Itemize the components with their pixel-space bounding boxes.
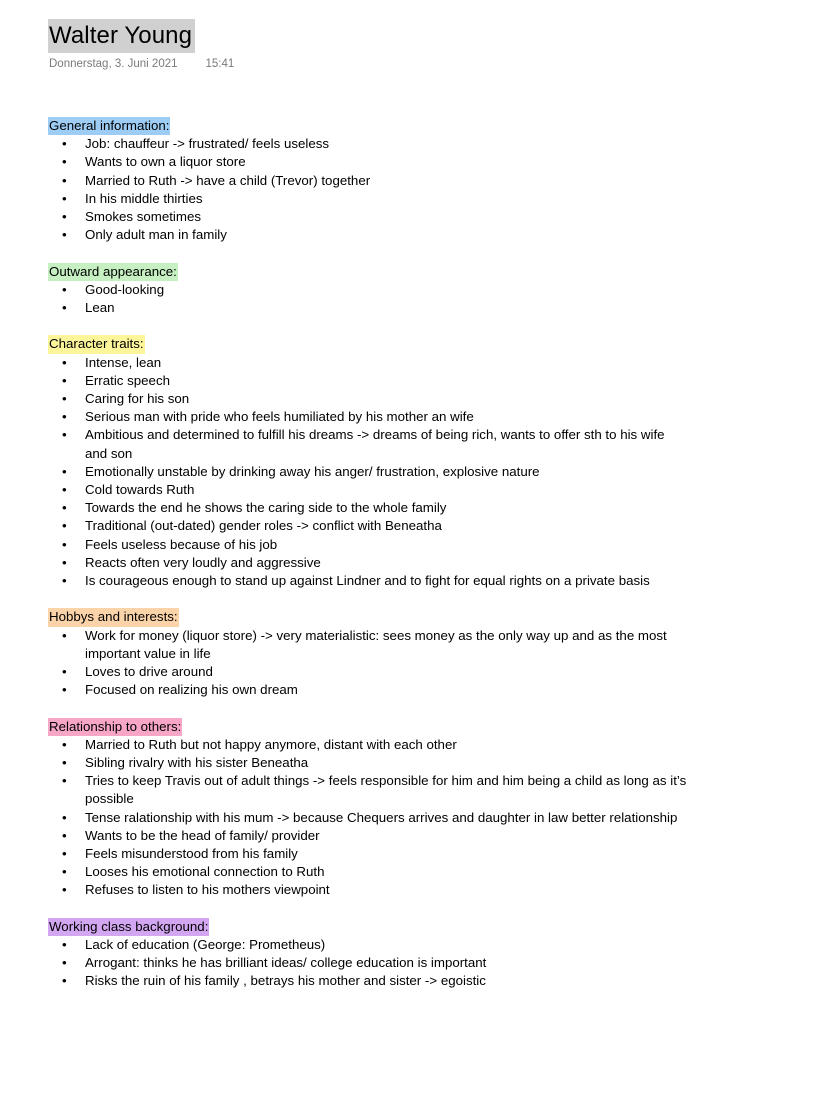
list-item: • Risks the ruin of his family , betrays his mother and sister -> egoistic — [48, 972, 688, 990]
list-item: • Is courageous enough to stand up against Lindner and to fight for equal rights on a private basis — [48, 572, 688, 590]
section-heading: Outward appearance: — [48, 263, 178, 281]
list-item: • Feels misunderstood from his family — [48, 845, 688, 863]
list-item: • Only adult man in family — [48, 226, 688, 244]
list-item: • Married to Ruth but not happy anymore, distant with each other — [48, 736, 688, 754]
note-time: 15:41 — [205, 58, 235, 70]
note-timestamp — [49, 57, 234, 71]
bullet-list — [48, 354, 688, 591]
list-item: • In his middle thirties — [48, 190, 688, 208]
list-item: • Lean — [48, 299, 688, 317]
list-item: • Job: chauffeur -> frustrated/ feels useless — [48, 135, 688, 153]
list-item: • Erratic speech — [48, 372, 688, 390]
section-general-information — [48, 117, 688, 244]
section-hobbys-and-interests — [48, 608, 688, 699]
list-item: • Loves to drive around — [48, 663, 688, 681]
note-content[interactable] — [48, 117, 688, 1009]
bullet-list — [48, 736, 688, 900]
section-character-traits — [48, 335, 688, 590]
list-item: • Smokes sometimes — [48, 208, 688, 226]
list-item: • Emotionally unstable by drinking away his anger/ frustration, explosive nature — [48, 463, 688, 481]
list-item: • Sibling rivalry with his sister Beneatha — [48, 754, 688, 772]
note-title[interactable]: Walter Young — [48, 19, 195, 53]
list-item: • Lack of education (George: Prometheus) — [48, 936, 688, 954]
section-working-class-background — [48, 918, 688, 991]
bullet-list — [48, 627, 688, 700]
list-item: • Tries to keep Travis out of adult things -> feels responsible for him and him being a child as long as it’s possible — [48, 772, 688, 808]
bullet-list — [48, 936, 688, 991]
list-item: • Traditional (out-dated) gender roles -> conflict with Beneatha — [48, 517, 688, 535]
list-item: • Arrogant: thinks he has brilliant ideas/ college education is important — [48, 954, 688, 972]
section-heading: General information: — [48, 117, 170, 135]
list-item: • Intense, lean — [48, 354, 688, 372]
section-heading: Hobbys and interests: — [48, 608, 179, 626]
list-item: • Reacts often very loudly and aggressive — [48, 554, 688, 572]
list-item: • Cold towards Ruth — [48, 481, 688, 499]
list-item: • Work for money (liquor store) -> very materialistic: sees money as the only way up and as the most important value in life — [48, 627, 688, 663]
note-date: Donnerstag, 3. Juni 2021 — [49, 58, 178, 70]
list-item: • Focused on realizing his own dream — [48, 681, 688, 699]
list-item: • Looses his emotional connection to Ruth — [48, 863, 688, 881]
list-item: • Towards the end he shows the caring side to the whole family — [48, 499, 688, 517]
list-item: • Serious man with pride who feels humiliated by his mother an wife — [48, 408, 688, 426]
bullet-list — [48, 281, 688, 317]
list-item: • Wants to own a liquor store — [48, 153, 688, 171]
section-heading: Relationship to others: — [48, 718, 182, 736]
section-outward-appearance — [48, 263, 688, 318]
list-item: • Caring for his son — [48, 390, 688, 408]
section-relationship-to-others — [48, 718, 688, 900]
list-item: • Ambitious and determined to fulfill his dreams -> dreams of being rich, wants to offer sth to his wife and son — [48, 426, 688, 462]
list-item: • Married to Ruth -> have a child (Trevor) together — [48, 172, 688, 190]
bullet-list — [48, 135, 688, 244]
list-item: • Tense ralationship with his mum -> because Chequers arrives and daughter in law better relationship — [48, 809, 688, 827]
list-item: • Good-looking — [48, 281, 688, 299]
section-heading: Character traits: — [48, 335, 145, 353]
list-item: • Feels useless because of his job — [48, 536, 688, 554]
list-item: • Wants to be the head of family/ provider — [48, 827, 688, 845]
section-heading: Working class background: — [48, 918, 209, 936]
list-item: • Refuses to listen to his mothers viewpoint — [48, 881, 688, 899]
